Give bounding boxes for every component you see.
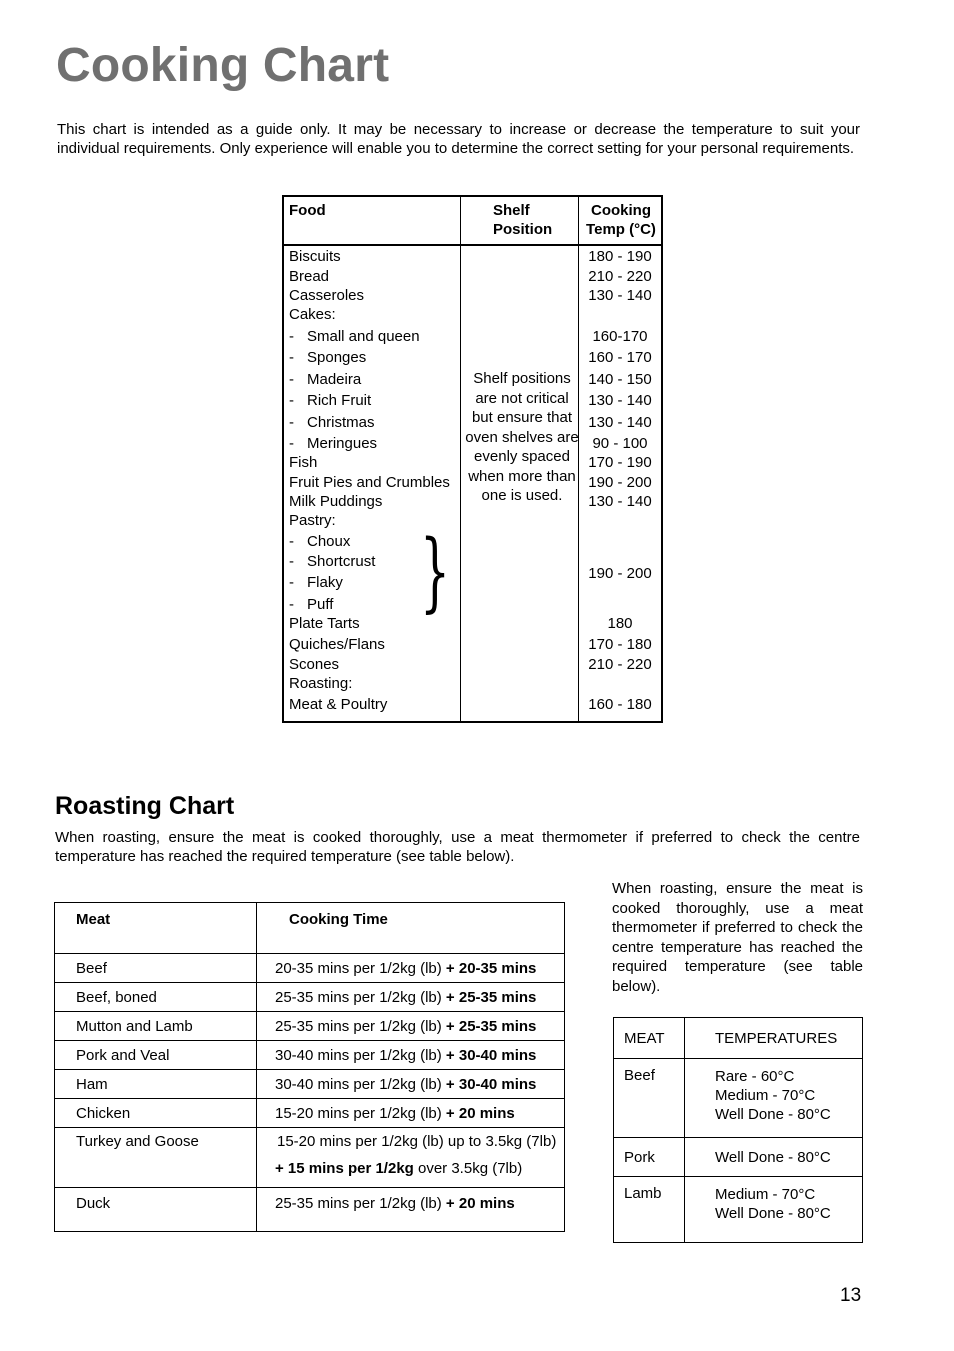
time-text: over 3.5kg (7lb) <box>413 1160 523 1177</box>
dash: - <box>289 414 294 431</box>
header-shelf-line2: Position <box>493 221 553 238</box>
dash: - <box>289 435 294 452</box>
temp-value: 130 - 140 <box>588 414 652 431</box>
time-cell <box>257 983 565 1012</box>
meat-cell: Mutton and Lamb <box>55 1012 257 1041</box>
food-item: Plate Tarts <box>289 615 360 632</box>
food-item: Meat & Poultry <box>289 696 388 713</box>
table-header-row <box>614 1018 863 1059</box>
temp-value: 180 <box>607 615 633 632</box>
temp-value: 190 - 200 <box>588 474 652 491</box>
temperature-line: Well Done - 80°C <box>715 1148 831 1166</box>
food-subitem-label: Puff <box>307 596 334 613</box>
table-header-row <box>55 903 565 954</box>
time-text: 30-40 mins per 1/2kg (lb) <box>275 1046 446 1064</box>
food-subitem <box>289 413 375 432</box>
temperature-line: Rare - 60°C <box>715 1068 795 1085</box>
food-item: Casseroles <box>289 287 365 304</box>
dash: - <box>289 392 294 409</box>
meat-cell: Ham <box>55 1070 257 1099</box>
food-item: Fish <box>289 454 318 471</box>
food-subitem-label: Sponges <box>307 349 367 366</box>
temp-value: 130 - 140 <box>588 287 652 304</box>
dash: - <box>289 596 294 613</box>
temp-value: 210 - 220 <box>588 268 652 285</box>
meat-cell: Duck <box>55 1188 257 1232</box>
time-cell <box>257 1041 565 1070</box>
food-item: Pastry: <box>289 512 336 529</box>
temperatures-cell <box>685 1059 863 1138</box>
food-item: Cakes: <box>289 306 336 323</box>
food-subitem-label: Christmas <box>307 414 375 431</box>
temperatures-cell <box>685 1177 863 1243</box>
meat-cell: Pork and Veal <box>55 1041 257 1070</box>
food-subitem <box>289 595 333 614</box>
food-subitem <box>289 552 375 571</box>
temp-value: 170 - 190 <box>588 454 652 471</box>
time-text-line1: 15-20 mins per 1/2kg (lb) up to 3.5kg (7lb) <box>277 1133 557 1150</box>
temp-value: 160 - 180 <box>588 696 652 713</box>
food-subitem <box>289 434 377 453</box>
meat-cell: Turkey and Goose <box>55 1128 257 1188</box>
time-cell <box>257 1188 565 1232</box>
time-extra: + 15 mins per 1/2kg <box>275 1160 414 1177</box>
time-text: 15-20 mins per 1/2kg (lb) <box>275 1104 446 1122</box>
header-cooking-time: Cooking Time <box>257 903 565 954</box>
page-title: Cooking Chart <box>56 39 390 92</box>
time-extra: + 20 mins <box>445 1104 515 1122</box>
temp-value: 140 - 150 <box>588 371 652 388</box>
food-subitem <box>289 327 420 346</box>
food-item: Roasting: <box>289 675 353 692</box>
header-temp-line1: Cooking <box>591 202 651 219</box>
header-temp <box>582 201 660 239</box>
food-item: Quiches/Flans <box>289 636 385 653</box>
temp-value: 130 - 140 <box>588 493 652 510</box>
time-extra: + 30-40 mins <box>445 1046 537 1064</box>
header-temperatures: TEMPERATURES <box>685 1018 863 1059</box>
time-extra: + 20-35 mins <box>445 959 537 977</box>
food-subitem-label: Madeira <box>307 371 362 388</box>
time-cell <box>257 1128 565 1188</box>
time-text: 25-35 mins per 1/2kg (lb) <box>275 1017 446 1035</box>
dash: - <box>289 553 294 570</box>
time-cell <box>257 1012 565 1041</box>
time-cell <box>257 1070 565 1099</box>
temperature-line: Well Done - 80°C <box>715 1106 831 1123</box>
meat-cell: Beef <box>614 1059 685 1138</box>
food-subitem-label: Small and queen <box>307 328 420 345</box>
dash: - <box>289 328 294 345</box>
temp-value: 170 - 180 <box>588 636 652 653</box>
meat-cell: Pork <box>614 1138 685 1177</box>
food-subitem-label: Shortcrust <box>307 553 376 570</box>
time-text: 25-35 mins per 1/2kg (lb) <box>275 1195 446 1212</box>
cooking-table <box>282 195 663 723</box>
temp-value: 160 - 170 <box>588 349 652 366</box>
table-row <box>55 954 565 983</box>
food-subitem-label: Rich Fruit <box>307 392 372 409</box>
header-shelf-line1: Shelf <box>493 202 530 219</box>
column-divider <box>460 197 461 721</box>
header-meat: MEAT <box>614 1018 685 1059</box>
temperature-line: Well Done - 80°C <box>715 1205 831 1222</box>
temperature-line: Medium - 70°C <box>715 1087 816 1104</box>
dash: - <box>289 574 294 591</box>
meat-cell: Beef, boned <box>55 983 257 1012</box>
meat-cell: Beef <box>55 954 257 983</box>
temp-value: 130 - 140 <box>588 392 652 409</box>
food-subitem <box>289 370 361 389</box>
dash: - <box>289 349 294 366</box>
time-extra: + 25-35 mins <box>445 1017 537 1035</box>
time-text: 25-35 mins per 1/2kg (lb) <box>275 988 446 1006</box>
thermometer-note: When roasting, ensure the meat is cooked thoroughly, use a meat thermometer if preferred to check the centre temperature has reached the required temperature (see table below). <box>612 880 863 995</box>
table-row <box>614 1059 863 1138</box>
temperatures-cell <box>685 1138 863 1177</box>
roasting-title: Roasting Chart <box>55 792 235 820</box>
table-row <box>614 1177 863 1243</box>
food-subitem <box>289 532 350 551</box>
food-subitem <box>289 348 366 367</box>
temp-value: 190 - 200 <box>588 565 652 582</box>
table-row <box>55 1012 565 1041</box>
table-row <box>55 1128 565 1188</box>
temp-value: 90 - 100 <box>592 435 648 452</box>
table-row <box>614 1138 863 1177</box>
table-row <box>55 1070 565 1099</box>
table-row <box>55 983 565 1012</box>
food-item: Biscuits <box>289 248 341 265</box>
food-subitem <box>289 573 343 592</box>
roasting-intro: When roasting, ensure the meat is cooked thoroughly, use a meat thermometer if preferred to check the centre temperature has reached the required temperature (see table below). <box>55 829 860 865</box>
header-divider <box>284 244 661 246</box>
temp-value: 210 - 220 <box>588 656 652 673</box>
intro-paragraph: This chart is intended as a guide only. It may be necessary to increase or decrease the temperature to suit your individual requirements. Only experience will enable you to determine the correct setting for your personal requirements. <box>57 121 860 157</box>
time-cell <box>257 954 565 983</box>
temp-value: 180 - 190 <box>588 248 652 265</box>
dash: - <box>289 533 294 550</box>
time-extra: + 25-35 mins <box>445 988 537 1006</box>
meat-cell: Lamb <box>614 1177 685 1243</box>
food-item: Milk Puddings <box>289 493 383 510</box>
food-item: Fruit Pies and Crumbles <box>289 474 450 491</box>
header-shelf <box>493 201 552 239</box>
table-row <box>55 1099 565 1128</box>
header-meat: Meat <box>55 903 257 954</box>
time-text: 20-35 mins per 1/2kg (lb) <box>275 959 446 977</box>
temperature-line: Medium - 70°C <box>715 1186 816 1203</box>
food-item: Scones <box>289 656 340 673</box>
roasting-time-table <box>54 902 565 1232</box>
header-food: Food <box>289 202 326 219</box>
meat-temperature-table <box>613 1017 863 1243</box>
food-subitem-label: Meringues <box>307 435 378 452</box>
food-subitem <box>289 391 371 410</box>
time-cell <box>257 1099 565 1128</box>
page-number: 13 <box>840 1285 862 1306</box>
table-row <box>55 1041 565 1070</box>
time-text: 30-40 mins per 1/2kg (lb) <box>275 1075 446 1093</box>
meat-cell: Chicken <box>55 1099 257 1128</box>
time-extra: + 20 mins <box>445 1195 515 1212</box>
shelf-position-note: Shelf positions are not critical but ensure that oven shelves are evenly spaced when more than one is used. <box>465 370 579 504</box>
food-subitem-label: Choux <box>307 533 351 550</box>
pastry-brace-icon: } <box>420 522 451 622</box>
table-row <box>55 1188 565 1232</box>
temp-value: 160-170 <box>592 328 648 345</box>
food-subitem-label: Flaky <box>307 574 343 591</box>
dash: - <box>289 371 294 388</box>
time-extra: + 30-40 mins <box>445 1075 537 1093</box>
time-text-line2 <box>275 1160 564 1177</box>
food-item: Bread <box>289 268 330 285</box>
header-temp-line2: Temp (°C) <box>586 221 656 238</box>
